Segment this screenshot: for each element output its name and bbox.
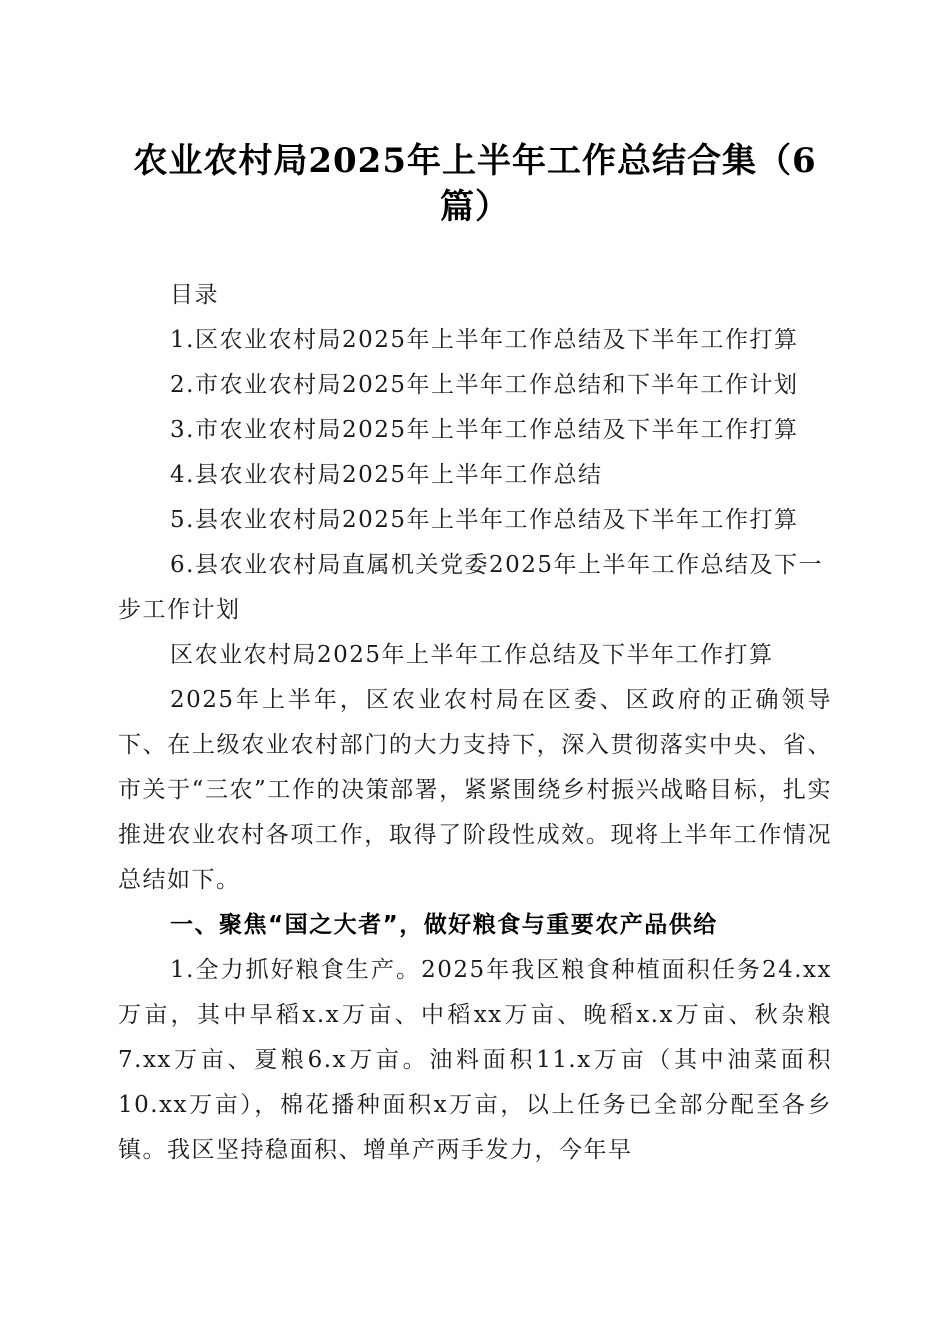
section-paragraph: 1.全力抓好粮食生产。2025年我区粮食种植面积任务24.xx万亩，其中早稻x.x万亩、中稻xx万亩、晚稻x.x万亩、秋杂粮7.xx万亩、夏粮6.x万亩。油料面积11.x万亩（其中油菜面积10.xx万亩），棉花播种面积x万亩，以上任务已全部分配至各乡镇。我区坚持稳面积、增单产两手发力，今年早 xyxy=(118,957,832,1163)
article-title: 区农业农村局2025年上半年工作总结及下半年工作打算 xyxy=(170,642,774,668)
toc-item: 4.县农业农村局2025年上半年工作总结 xyxy=(170,462,603,488)
toc-item: 2.市农业农村局2025年上半年工作总结和下半年工作计划 xyxy=(170,372,799,398)
intro-paragraph: 2025年上半年，区农业农村局在区委、区政府的正确领导下、在上级农业农村部门的大力支持下，深入贯彻落实中央、省、市关于“三农”工作的决策部署，紧紧围绕乡村振兴战略目标，扎实推进农业农村各项工作，取得了阶段性成效。现将上半年工作情况总结如下。 xyxy=(118,687,832,893)
toc-item: 3.市农业农村局2025年上半年工作总结及下半年工作打算 xyxy=(170,417,799,443)
toc-heading: 目录 xyxy=(170,282,219,308)
document-title: 农业农村局2025年上半年工作总结合集（6篇） xyxy=(133,141,817,227)
toc-item: 5.县农业农村局2025年上半年工作总结及下半年工作打算 xyxy=(170,507,799,533)
toc-item: 1.区农业农村局2025年上半年工作总结及下半年工作打算 xyxy=(170,327,799,353)
section-heading: 一、聚焦“国之大者”，做好粮食与重要农产品供给 xyxy=(170,912,718,938)
document-body xyxy=(118,273,832,1173)
toc-item: 6.县农业农村局直属机关党委2025年上半年工作总结及下一步工作计划 xyxy=(118,552,823,623)
